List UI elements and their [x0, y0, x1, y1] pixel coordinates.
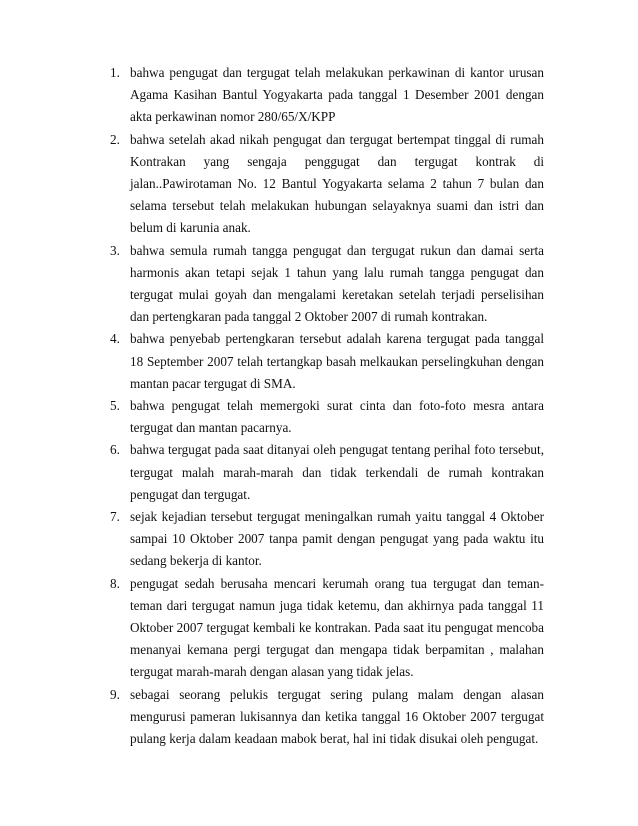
- list-item: [110, 506, 544, 573]
- list-item: [110, 395, 544, 439]
- item-text: sebagai seorang pelukis tergugat sering pulang malam dengan alasan mengurusi pameran lukisannya dan ketika tanggal 16 Oktober 2007 tergugat pulang kerja dalam keadaan mabok berat, hal ini tidak disukai oleh pengugat.: [130, 686, 544, 747]
- list-item: [110, 684, 544, 751]
- item-text: bahwa pengugat dan tergugat telah melakukan perkawinan di kantor urusan Agama Kasihan Bantul Yogyakarta pada tanggal 1 Desember 2001 dengan akta perkawinan nomor 280/65/X/KPP: [130, 65, 544, 125]
- item-text: sejak kejadian tersebut tergugat meningalkan rumah yaitu tanggal 4 Oktober sampai 10 Oktober 2007 tanpa pamit dengan pengugat yang pada waktu itu sedang bekerja di kantor.: [130, 509, 544, 569]
- list-item: [110, 62, 544, 129]
- item-number: 4.: [110, 331, 120, 347]
- list-item: [110, 328, 544, 395]
- item-text: bahwa penyebab pertengkaran tersebut adalah karena tergugat pada tanggal 18 September 2007 telah tertangkap basah melkaukan perselingkuhan dengan mantan pacar tergugat di SMA.: [130, 331, 544, 391]
- list-item: [110, 240, 544, 329]
- list-item: [110, 573, 544, 684]
- numbered-list: [110, 62, 544, 750]
- item-number: 9.: [110, 686, 120, 702]
- list-item: [110, 129, 544, 240]
- item-number: 2.: [110, 131, 120, 147]
- item-text: bahwa semula rumah tangga pengugat dan tergugat rukun dan damai serta harmonis akan tetapi sejak 1 tahun yang lalu rumah tangga pengugat dan tergugat mulai goyah dan mengalami keretakan setelah terjadi perselisihan dan pertengkaran pada tanggal 2 Oktober 2007 di rumah kontrakan.: [130, 242, 544, 325]
- item-text: bahwa pengugat telah memergoki surat cinta dan foto-foto mesra antara tergugat dan mantan pacarnya.: [130, 398, 544, 436]
- item-number: 3.: [110, 242, 120, 258]
- item-number: 6.: [110, 442, 120, 458]
- item-text: bahwa tergugat pada saat ditanyai oleh pengugat tentang perihal foto tersebut, tergugat malah marah-marah dan tidak terkendali de rumah kontrakan pengugat dan tergugat.: [130, 442, 544, 502]
- item-number: 8.: [110, 575, 120, 591]
- item-number: 5.: [110, 398, 120, 414]
- list-item: [110, 439, 544, 506]
- item-text: pengugat sedah berusaha mencari kerumah orang tua tergugat dan teman-teman dari tergugat namun juga tidak ketemu, dan akhirnya pada tanggal 11 Oktober 2007 tergugat kembali ke kontrakan. Pada saat itu pengugat mencoba menanyai kemana pergi tergugat dan mengapa tidak berpamitan , malahan tergugat marah-marah dengan alasan yang tidak jelas.: [130, 575, 544, 680]
- item-text: bahwa setelah akad nikah pengugat dan tergugat bertempat tinggal di rumah Kontrakan yang sengaja penggugat dan tergugat kontrak di jalan..Pawirotaman No. 12 Bantul Yogyakarta selama 2 tahun 7 bulan dan selama tersebut telah melakukan hubungan selayaknya suami dan istri dan belum di karunia anak.: [130, 131, 544, 236]
- item-number: 1.: [110, 65, 120, 80]
- item-number: 7.: [110, 509, 120, 525]
